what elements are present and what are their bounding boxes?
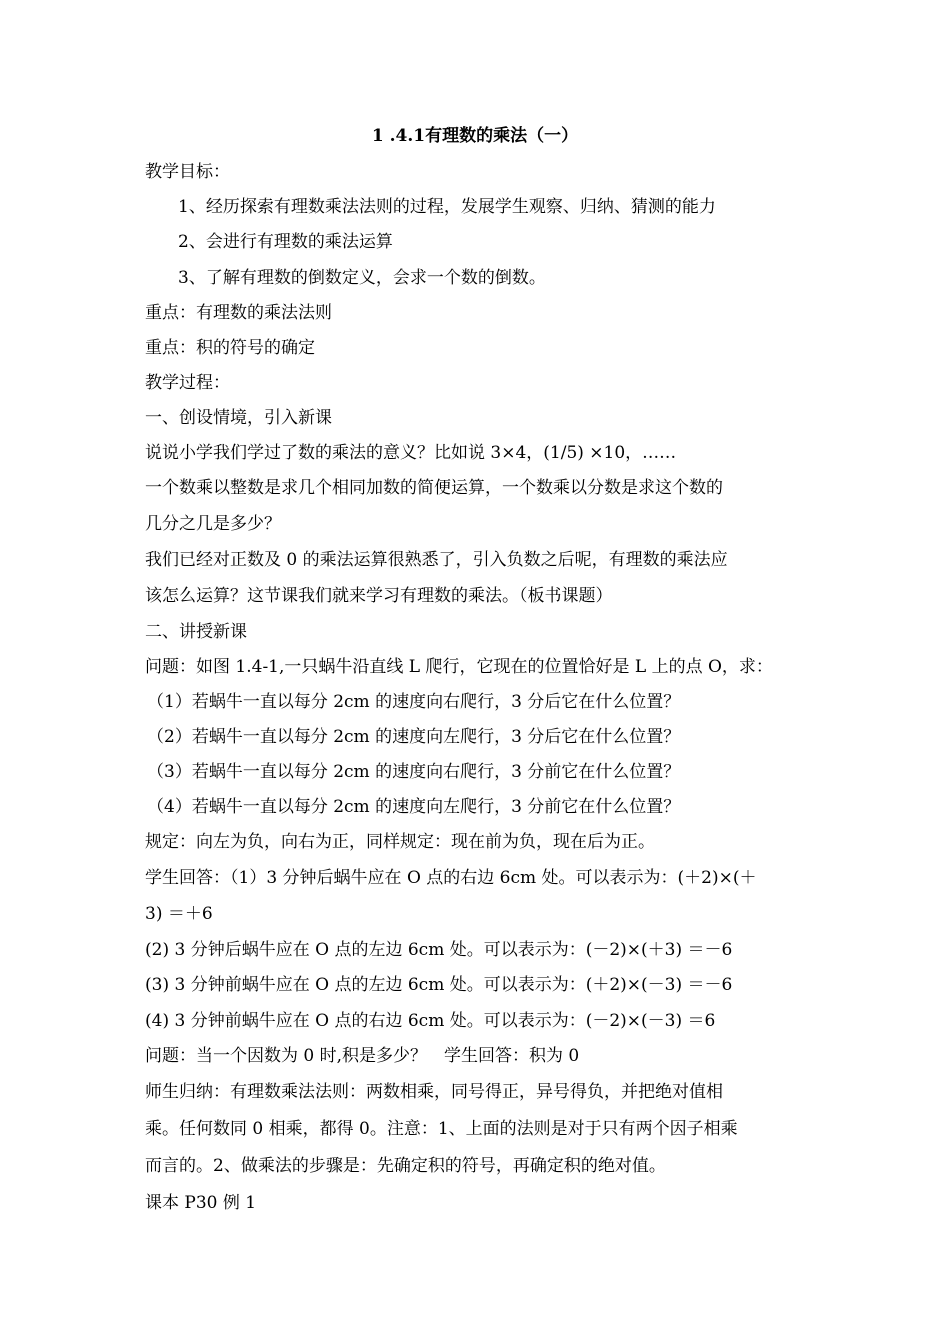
problem-item: （3）若蜗牛一直以每分 2cm 的速度向右爬行，3 分前它在什么位置？ (147, 762, 681, 782)
section-heading: 一、创设情境，引入新课 (145, 408, 332, 428)
document-title: 1 .4.1有理数的乘法（一） (371, 126, 579, 146)
answer-line: (3) 3 分钟前蜗牛应在 O 点的左边 6cm 处。可以表示为：(＋2)×(－3) ＝－6 (145, 975, 733, 995)
paragraph-line: 我们已经对正数及 0 的乘法运算很熟悉了，引入负数之后呢，有理数的乘法应 (145, 550, 728, 570)
answer-line: (2) 3 分钟后蜗牛应在 O 点的左边 6cm 处。可以表示为：(－2)×(＋3) ＝－6 (145, 940, 733, 960)
key-point: 重点：积的符号的确定 (145, 338, 315, 358)
problem-item: （4）若蜗牛一直以每分 2cm 的速度向左爬行，3 分前它在什么位置？ (147, 797, 681, 817)
objective-item: 3、了解有理数的倒数定义，会求一个数的倒数。 (178, 268, 546, 288)
paragraph-line: 几分之几是多少？ (145, 514, 281, 534)
key-point: 重点：有理数的乘法法则 (145, 303, 332, 323)
paragraph-line: 该怎么运算？这节课我们就来学习有理数的乘法。（板书课题） (145, 586, 613, 606)
zero-question: 问题：当一个因数为 0 时,积是多少？ 学生回答：积为 0 (145, 1046, 580, 1066)
answer-line: 3) ＝＋6 (145, 904, 213, 924)
rule-note: 规定：向左为负，向右为正，同样规定：现在前为负，现在后为正。 (145, 832, 655, 852)
summary-line: 师生归纳：有理数乘法法则：两数相乘，同号得正，异号得负，并把绝对值相 (145, 1082, 723, 1102)
objective-item: 2、会进行有理数的乘法运算 (178, 232, 393, 252)
section-heading: 二、讲授新课 (145, 622, 247, 642)
summary-line: 而言的。2、做乘法的步骤是：先确定积的符号，再确定积的绝对值。 (145, 1156, 666, 1176)
objective-item: 1、经历探索有理数乘法法则的过程，发展学生观察、归纳、猜测的能力 (178, 197, 716, 217)
answer-line: (4) 3 分钟前蜗牛应在 O 点的右边 6cm 处。可以表示为：(－2)×(－3) ＝6 (145, 1011, 716, 1031)
problem-intro: 问题：如图 1.4-1,一只蜗牛沿直线 L 爬行，它现在的位置恰好是 L 上的点 O，求： (145, 657, 773, 677)
objectives-heading: 教学目标： (145, 162, 230, 182)
problem-item: （1）若蜗牛一直以每分 2cm 的速度向右爬行，3 分后它在什么位置？ (147, 692, 681, 712)
process-heading: 教学过程： (145, 373, 230, 393)
paragraph-line: 一个数乘以整数是求几个相同加数的简便运算，一个数乘以分数是求这个数的 (145, 478, 723, 498)
textbook-reference: 课本 P30 例 1 (145, 1193, 257, 1213)
summary-line: 乘。任何数同 0 相乘，都得 0。注意：1、上面的法则是对于只有两个因子相乘 (145, 1119, 738, 1139)
problem-item: （2）若蜗牛一直以每分 2cm 的速度向左爬行，3 分后它在什么位置？ (147, 727, 681, 747)
paragraph-line: 说说小学我们学过了数的乘法的意义？比如说 3×4，(1/5) ×10，…… (145, 443, 677, 463)
answer-line: 学生回答：（1）3 分钟后蜗牛应在 O 点的右边 6cm 处。可以表示为：(＋2)×(＋ (145, 868, 757, 888)
